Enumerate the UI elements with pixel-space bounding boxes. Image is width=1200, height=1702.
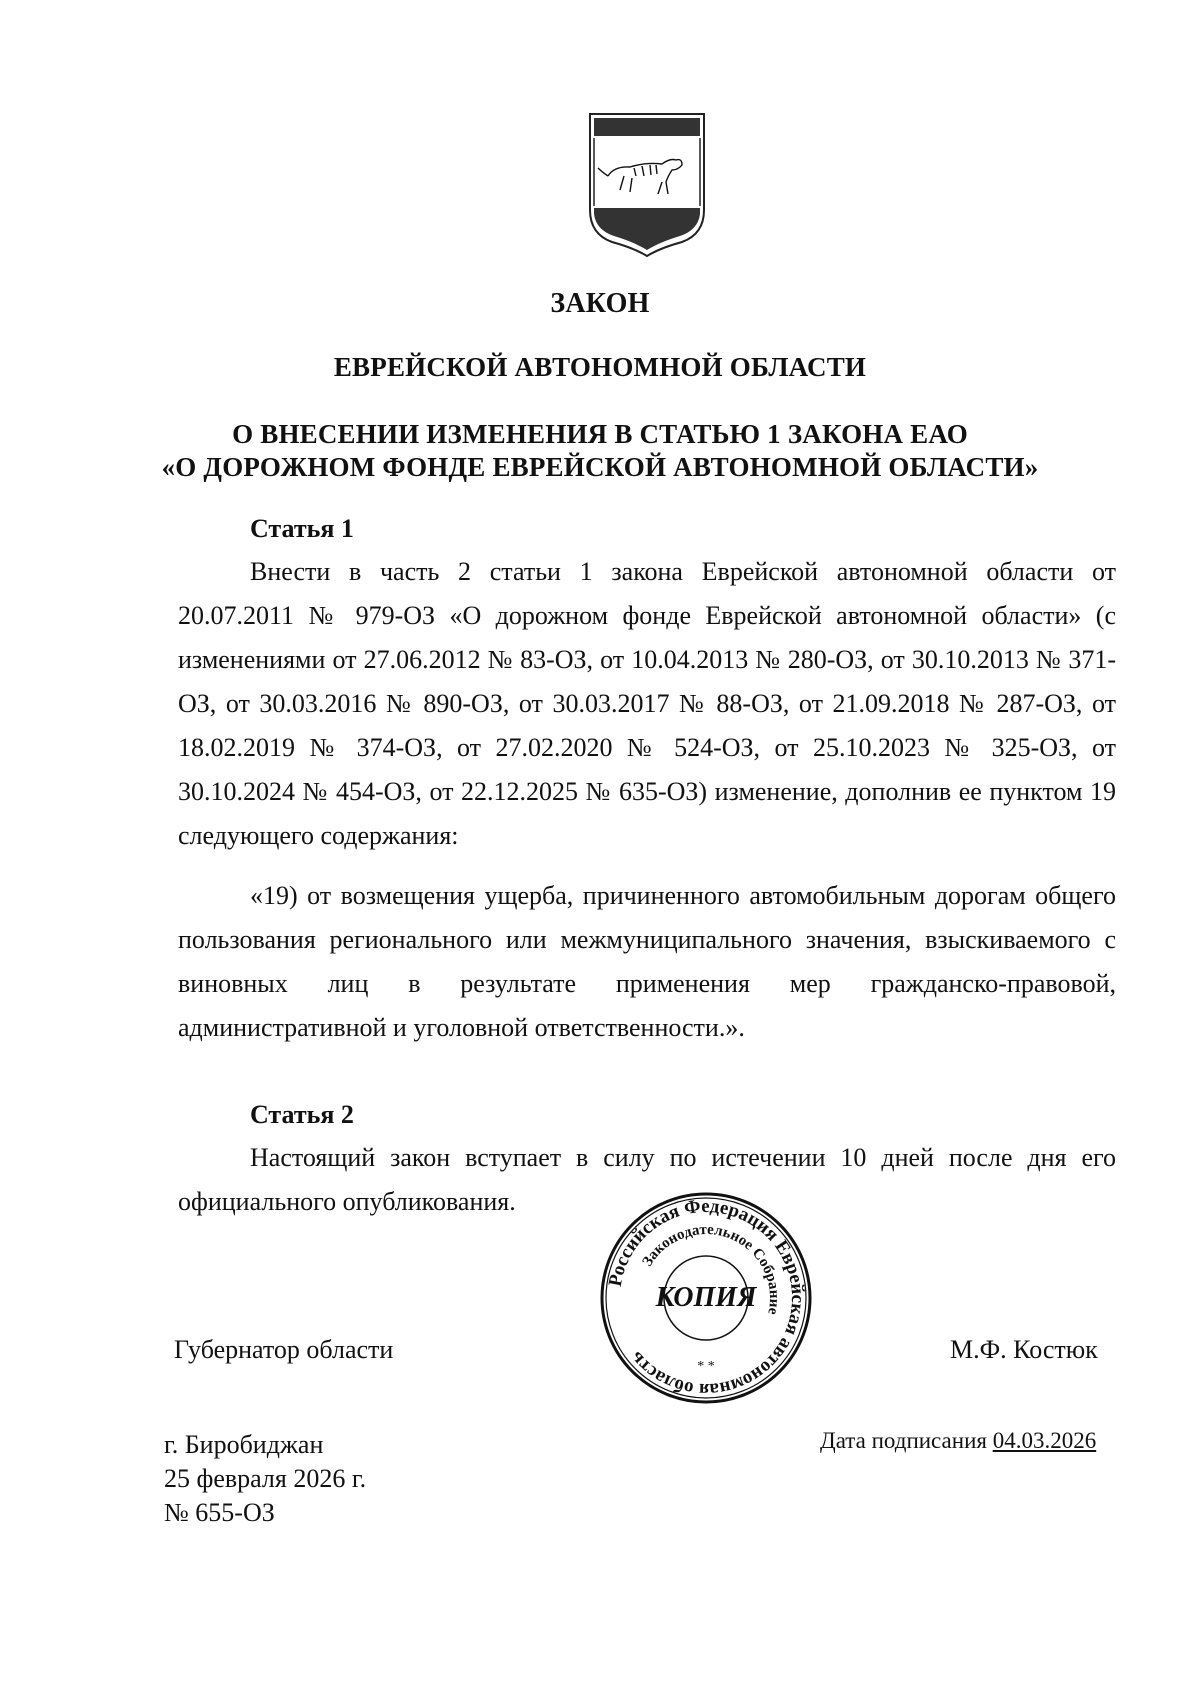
seal-outer-text: Российская Федерация Еврейская автономная область [604,1195,809,1401]
law-subject-line1: О ВНЕСЕНИИ ИЗМЕНЕНИЯ В СТАТЬЮ 1 ЗАКОНА ЕАО [232,419,968,449]
article1-paragraph2: «19) от возмещения ущерба, причиненного автомобильным дорогам общего пользования регионального или межмуниципального значения, взыскиваемого с виновных лиц в результате применения мер гражданско-правовой, административной и уголовной ответственности.». [178,881,1116,1042]
article2-paragraph1: Настоящий закон вступает в силу по истечении 10 дней после дня его официального опубликования. [178,1143,1116,1216]
law-title: ЗАКОН [550,288,650,319]
official-seal [598,1190,814,1406]
seal-inner-text: Законодательное Собрание [639,1221,783,1317]
region-title: ЕВРЕЙСКОЙ АВТОНОМНОЙ ОБЛАСТИ [333,352,867,382]
seal-center-text: КОПИЯ [655,1282,757,1313]
law-subject [0,418,1200,484]
article2-heading: Статья 2 [250,1100,354,1129]
signing-date-value: 04.03.2026 [992,1428,1097,1453]
tiger-coat-of-arms-icon [586,110,708,258]
law-date: 25 февраля 2026 г. [164,1464,367,1493]
law-subject-line2: «О ДОРОЖНОМ ФОНДЕ ЕВРЕЙСКОЙ АВТОНОМНОЙ ОБЛАСТИ» [161,452,1039,482]
law-number: № 655-ОЗ [164,1498,275,1527]
signatory-name: М.Ф. Костюк [950,1335,1098,1364]
signing-date [820,1428,1096,1454]
seal-stars: * * [697,1359,715,1374]
article1-paragraph1: Внести в часть 2 статьи 1 закона Еврейской автономной области от 20.07.2011 № 979-ОЗ «О дорожном фонде Еврейской автономной области» (с изменениями от 27.06.2012 № 83-ОЗ, от 10.04.2013 № 280-ОЗ, от 30.10.2013 № 371-ОЗ, от 30.03.2016 № 890-ОЗ, от 30.03.2017 № 88-ОЗ, от 21.09.2018 № 287-ОЗ, от 18.02.2019 № 374-ОЗ, от 27.02.2020 № 524-ОЗ, от 25.10.2023 № 325-ОЗ, от 30.10.2024 № 454-ОЗ, от 22.12.2025 № 635-ОЗ) изменение, дополнив ее пунктом 19 следующего содержания: [178,557,1116,850]
law-city: г. Биробиджан [164,1430,324,1459]
law-details [164,1428,366,1530]
signing-date-label: Дата подписания [820,1428,987,1453]
signatory-position: Губернатор области [174,1335,394,1364]
article1-heading: Статья 1 [250,514,354,543]
